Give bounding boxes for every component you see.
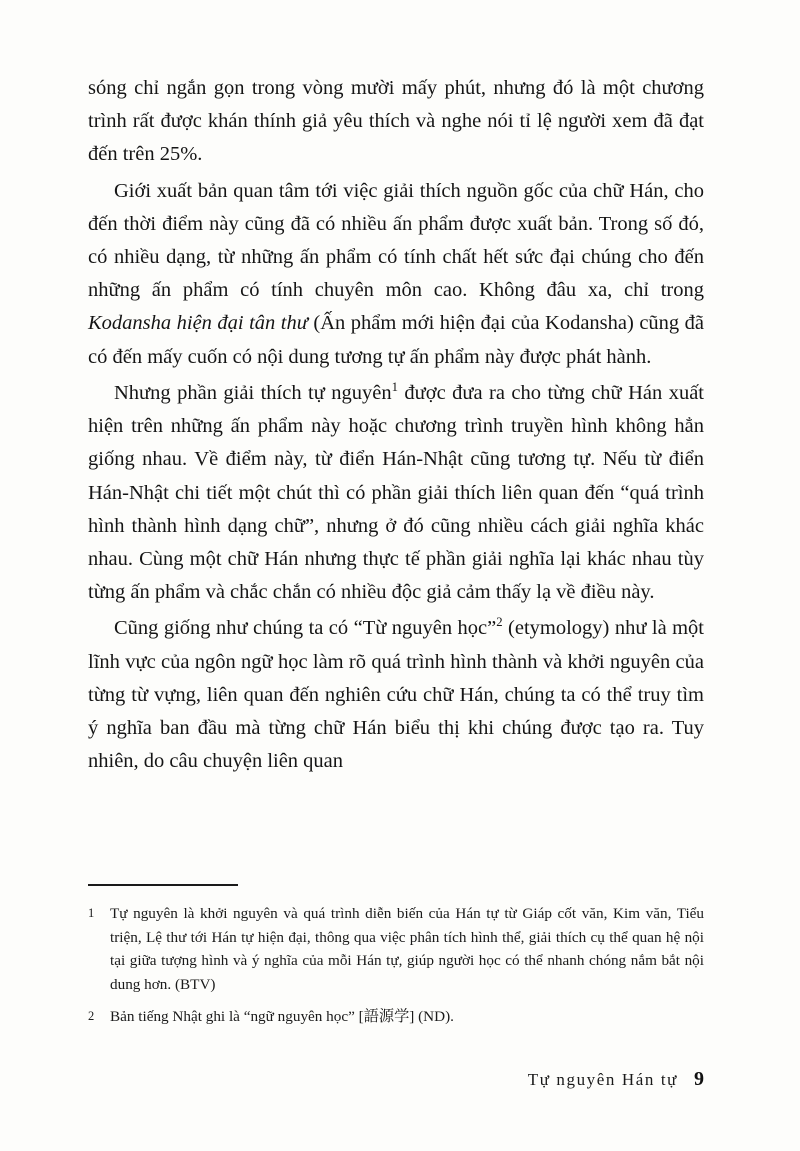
page-footer (88, 1068, 704, 1091)
paragraph-4-part-b: (etymology) như là một lĩnh vực của ngôn ngữ học làm rõ quá trình hình thành và khởi nguyên của từng từ vựng, liên quan đến nghiên cứu chữ Hán, chúng ta có thể truy tìm ý nghĩa ban đầu mà từng chữ Hán biểu thị khi chúng được tạo ra. Tuy nhiên, do câu chuyện liên quan (88, 617, 704, 773)
paragraph-2-part-a: Giới xuất bản quan tâm tới việc giải thích nguồn gốc của chữ Hán, cho đến thời điểm này cũng đã có nhiều ấn phẩm được xuất bản. Trong số đó, có nhiều dạng, từ những ấn phẩm có tính chất hết sức đại chúng cho đến những ấn phẩm có tính chuyên môn cao. Không đâu xa, chỉ trong (88, 179, 704, 302)
paragraph-2 (88, 175, 704, 374)
footnote-separator-rule (88, 884, 238, 886)
footnote-number: 1 (88, 906, 95, 920)
footnote-item (88, 1005, 704, 1029)
footnote-number: 2 (88, 1009, 95, 1024)
paragraph-3 (88, 377, 704, 609)
footnote-text: Tự nguyên là khởi nguyên và quá trình diễn biến của Hán tự từ Giáp cốt văn, Kim văn, Tiểu triện, Lệ thư tới Hán tự hiện đại, thông qua việc phân tích hình thể, giải thích cụ thể quan hệ nội tại giữa tượng hình và ý nghĩa của mỗi Hán tự, giúp người học có thể nhanh chóng nắm bắt nội dung hơn. (BTV) (110, 905, 704, 993)
paragraph-2-part-b: (Ấn phẩm mới hiện đại của Kodansha) cũng đã có đến mấy cuốn có nội dung tương tự ấn phẩm này được phát hành. (88, 312, 705, 368)
running-title: Tự nguyên Hán tự (527, 1070, 678, 1089)
paragraph-3-part-a: Nhưng phần giải thích tự nguyên (114, 381, 392, 404)
footnote-text: Bản tiếng Nhật ghi là “ngữ nguyên học” [語源学] (ND). (110, 1008, 454, 1026)
book-title-italic: Kodansha hiện đại tân thư (88, 312, 308, 335)
footnote-ref-2[interactable]: 2 (496, 615, 503, 630)
paragraph-4 (88, 612, 704, 778)
footnote-item (88, 902, 704, 996)
paragraph-4-part-a: Cũng giống như chúng ta có “Từ nguyên học” (114, 617, 497, 640)
page-body (88, 72, 704, 782)
footnotes (88, 884, 704, 1038)
paragraph-3-part-b: được đưa ra cho từng chữ Hán xuất hiện trên những ấn phẩm này hoặc chương trình truyền hình không hẳn giống nhau. Về điểm này, từ điển Hán-Nhật cũng tương tự. Nếu từ điển Hán-Nhật chi tiết một chút thì có phần giải thích liên quan đến “quá trình hình thành hình dạng chữ”, nhưng ở đó cũng nhiều cách giải nghĩa khác nhau. Cùng một chữ Hán nhưng thực tế phần giải nghĩa lại khác nhau tùy từng ấn phẩm và chắc chắn có nhiều độc giả cảm thấy lạ về điều này. (88, 381, 704, 604)
paragraph-1: sóng chỉ ngắn gọn trong vòng mười mấy phút, nhưng đó là một chương trình rất được khán thính giả yêu thích và nghe nói tỉ lệ người xem đã đạt đến trên 25%. (88, 77, 704, 166)
footnote-ref-1[interactable]: 1 (391, 380, 398, 395)
page-number: 9 (694, 1068, 704, 1090)
